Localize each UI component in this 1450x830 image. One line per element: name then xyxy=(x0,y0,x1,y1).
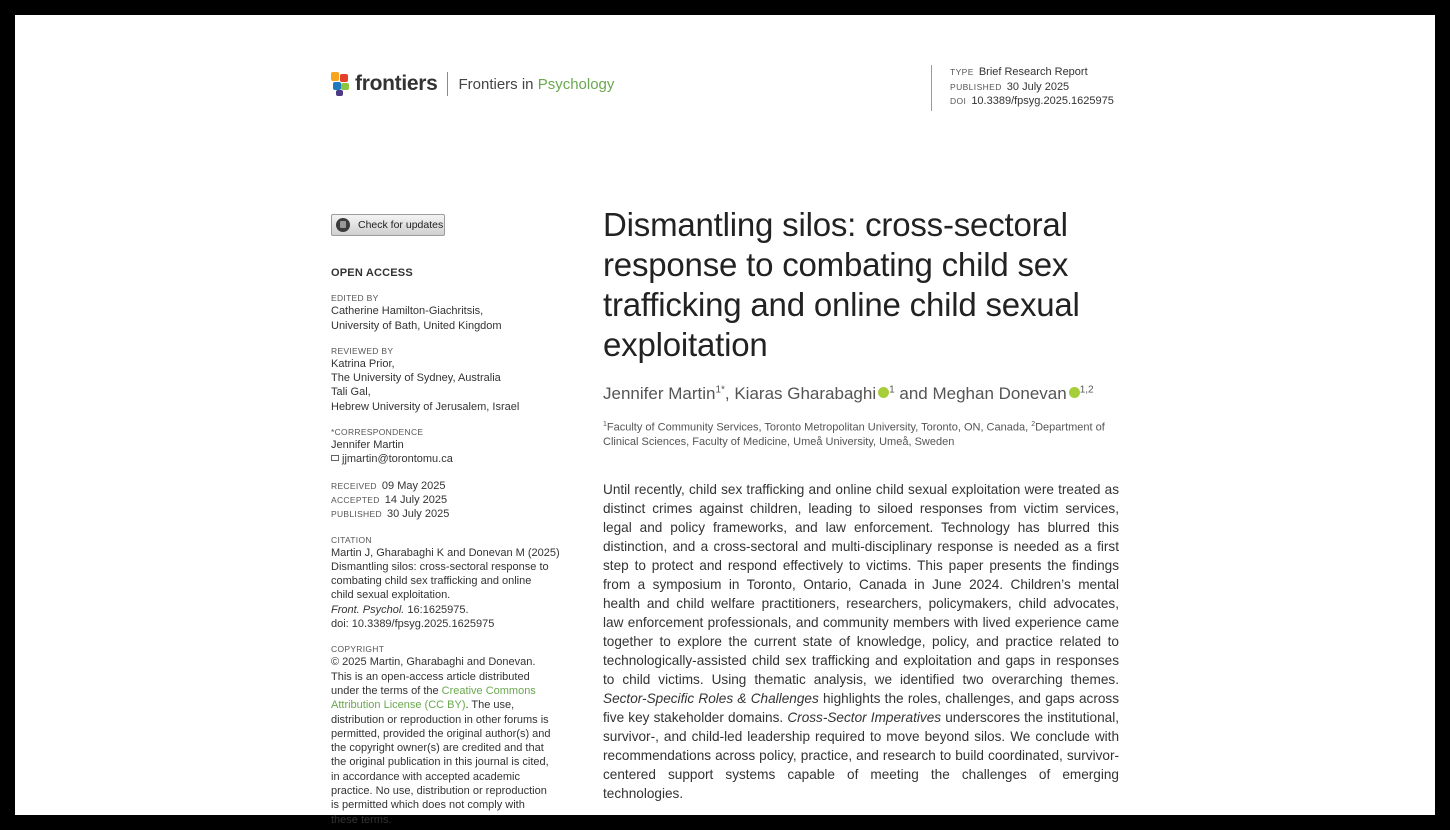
frontiers-logo[interactable] xyxy=(331,71,614,97)
logo-divider xyxy=(447,72,448,96)
abstract: Until recently, child sex trafficking and online child sexual exploitation were treated as distinct crimes against children, leading to siloed responses from victim services, legal and policy frameworks, and law enforcement. Technology has blurred this distinction, and a cross-sectoral and multi-disciplinary response is needed as a first step to protect and respond effectively to victims. This paper presents the findings from a symposium in Toronto, Ontario, Canada in June 2024. Children’s mental health and child welfare practitioners, researchers, policymakers, child advocates, law enforcement professionals, and community members with lived experience came together to explore the current state of knowledge, policy, and practice related to technologically-assisted child sex trafficking and exploitation and gaps in responses to child victims. Using thematic analysis, we identified two overarching themes. Sector-Specific Roles & Challenges highlights the roles, challenges, and gaps across five key stakeholder domains. Cross-Sector Imperatives underscores the institutional, survivor-, and child-led leadership required to move beyond silos. We conclude with recommendations across policy, practice, and research to build coordinated, survivor-centered support systems capable of meeting the challenges of emerging technologies. xyxy=(603,481,1119,801)
author-name[interactable]: Kiaras Gharabaghi xyxy=(734,384,877,403)
author-list: Jennifer Martin$^{1*}$, Kiaras Gharabaghi $^1$ and Meghan Donevan $^{1,2}$ xyxy=(603,384,1094,403)
meta-published: PUBLISHED 30 July 2025 xyxy=(950,80,1070,93)
check-for-updates-button[interactable] xyxy=(331,214,445,236)
open-access-label: OPEN ACCESS xyxy=(331,267,413,279)
article-meta xyxy=(931,65,1114,111)
published-date: PUBLISHED 30 July 2025 xyxy=(331,508,450,521)
license-link-2[interactable]: Attribution License (CC BY) xyxy=(331,699,466,712)
orcid-icon[interactable] xyxy=(878,387,889,398)
meta-type: TYPE Brief Research Report xyxy=(950,66,1088,78)
brand-name: frontiers xyxy=(355,72,438,95)
email-link[interactable]: jjmartin@torontomu.ca xyxy=(331,452,571,466)
article-page xyxy=(15,15,1435,826)
bookmark-icon xyxy=(336,218,350,232)
citation: CITATION Martin J, Gharabaghi K and Donevan M (2025) Dismantling silos: cross-sectoral response to combating child sex trafficking and online child sexual exploitation. Front. Psychol. 16:1625975. doi: 10.3389/fpsyg.2025.1625975 xyxy=(331,534,571,632)
license-link[interactable]: Creative Commons xyxy=(441,684,536,697)
copyright: COPYRIGHT © 2025 Martin, Gharabaghi and Donevan. This is an open-access article distributed under the terms of the Creative Commons Attribution License (CC BY). The use, distribution or reproduction in other forums is permitted, provided the original author(s) and the copyright owner(s) are credited and that the original publication in this journal is cited, in accordance with accepted academic practice. No use, distribution or reproduction is permitted which does not comply with these terms. xyxy=(331,644,551,826)
sidebar xyxy=(331,214,571,827)
orcid-icon[interactable] xyxy=(1069,387,1080,398)
accepted-date: ACCEPTED 14 July 2025 xyxy=(331,493,448,506)
citation-doi[interactable]: doi: 10.3389/fpsyg.2025.1625975 xyxy=(331,618,495,631)
mail-icon xyxy=(331,455,339,461)
frontiers-logo-icon xyxy=(331,72,351,96)
article-title: Dismantling silos: cross-sectoral response to combating child sex trafficking and online child sexual exploitation xyxy=(603,206,1080,363)
meta-doi[interactable]: DOI 10.3389/fpsyg.2025.1625975 xyxy=(950,95,1114,107)
author-name[interactable]: Meghan Donevan xyxy=(932,384,1067,403)
edited-by: EDITED BY Catherine Hamilton-Giachritsis, University of Bath, United Kingdom xyxy=(331,293,502,332)
received-date: RECEIVED 09 May 2025 xyxy=(331,479,446,492)
author-name[interactable]: Jennifer Martin xyxy=(603,384,716,403)
correspondence: *CORRESPONDENCE Jennifer Martin jjmartin@torontomu.ca xyxy=(331,426,571,467)
check-for-updates-label: Check for updates xyxy=(358,218,444,231)
affiliations: $^1$Faculty of Community Services, Toronto Metropolitan University, Toronto, ON, Canada, $^2$Department of Clinical Sciences, Faculty of Medicine, Umeå University, Umeå, Sweden xyxy=(603,421,1105,449)
article-main xyxy=(603,205,1119,803)
article-dates xyxy=(331,479,571,522)
journal-name: Frontiers in Psychology xyxy=(458,75,615,93)
reviewed-by: REVIEWED BY Katrina Prior, The University of Sydney, Australia Tali Gal, Hebrew University of Jerusalem, Israel xyxy=(331,345,520,413)
